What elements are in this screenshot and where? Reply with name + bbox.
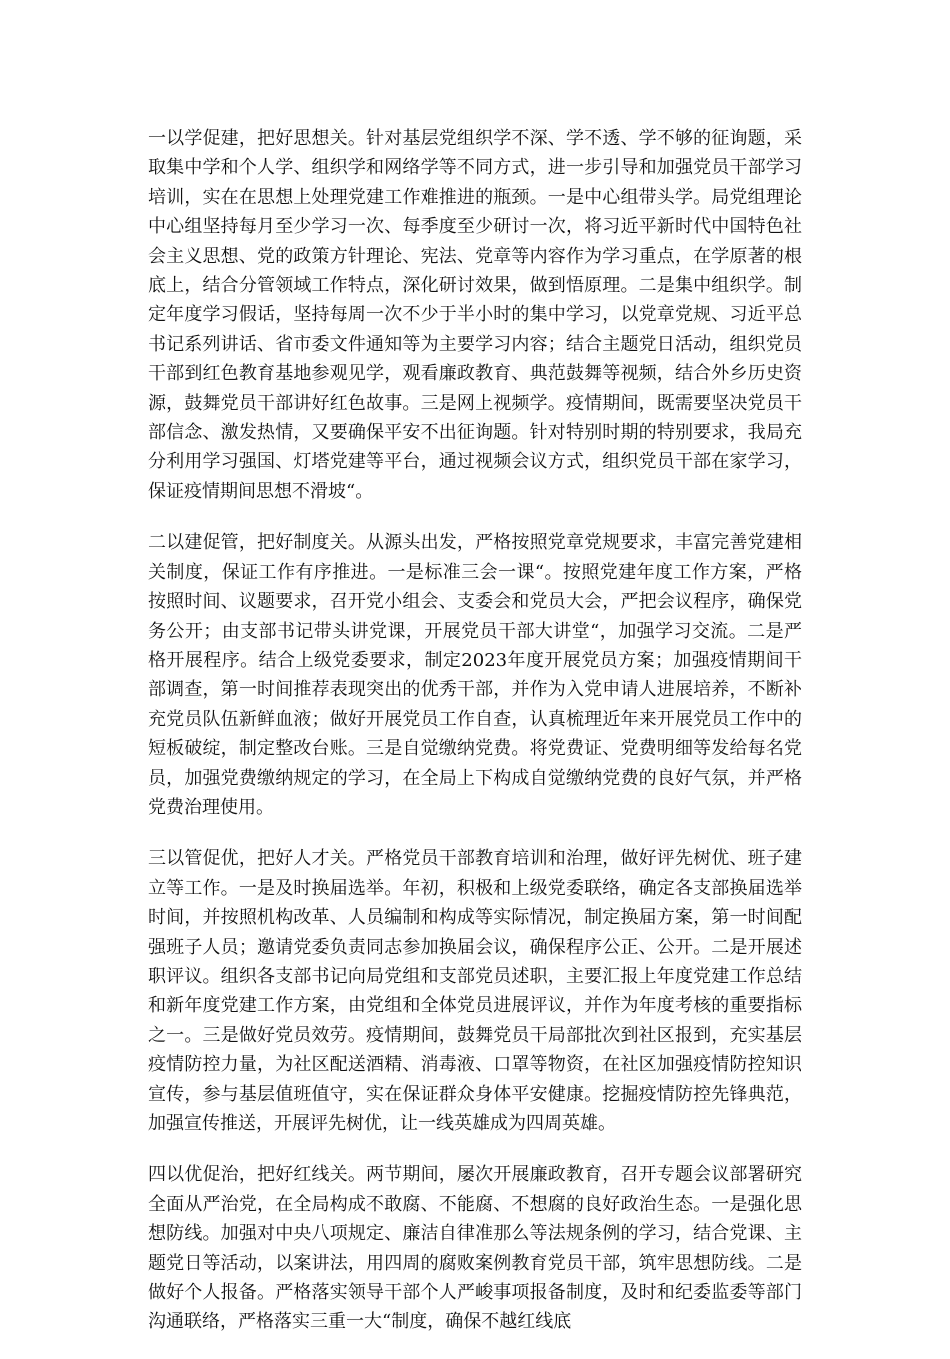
document-body xyxy=(148,124,802,1359)
paragraph-study: 一以学促建，把好思想关。针对基层党组织学不深、学不透、学不够的征询题，采取集中学和个人学、组织学和网络学等不同方式，进一步引导和加强党员干部学习培训，实在在思想上处理党建工作难推进的瓶颈。一是中心组带头学。局党组理论中心组坚持每月至少学习一次、每季度至少研讨一次，将习近平新时代中国特色社会主义思想、党的政策方针理论、宪法、党章等内容作为学习重点，在学原著的根底上，结合分管领域工作特点，深化研讨效果，做到悟原理。二是集中组织学。制定年度学习假话，坚持每周一次不少于半小时的集中学习，以党章党规、习近平总书记系列讲话、省市委文件通知等为主要学习内容；结合主题党日活动，组织党员干部到红色教育基地参观见学，观看廉政教育、典范鼓舞等视频，结合外乡历史资源，鼓舞党员干部讲好红色故事。三是网上视频学。疫情期间，既需要坚决党员干部信念、激发热情，又要确保平安不出征询题。针对特别时期的特别要求，我局充分利用学习强国、灯塔党建等平台，通过视频会议方式，组织党员干部在家学习，保证疫情期间思想不滑坡“。 xyxy=(148,128,802,502)
paragraph-redline: 四以优促治，把好红线关。两节期间，屡次开展廉政教育，召开专题会议部署研究全面从严治党，在全局构成不敢腐、不能腐、不想腐的良好政治生态。一是强化思想防线。加强对中央八项规定、廉洁自律准那么等法规条例的学习，结合党课、主题党日等活动，以案讲法，用四周的腐败案例教育党员干部，筑牢思想防线。二是做好个人报备。严格落实领导干部个人严峻事项报备制度，及时和纪委监委等部门沟通联络，严格落实三重一大“制度，确保不越红线底 xyxy=(148,1164,802,1333)
paragraph-talent: 三以管促优，把好人才关。严格党员干部教育培训和治理，做好评先树优、班子建立等工作。一是及时换届选举。年初，积极和上级党委联络，确定各支部换届选举时间，并按照机构改革、人员编制和构成等实际情况，制定换届方案，第一时间配强班子人员；邀请党委负责同志参加换届会议，确保程序公正、公开。二是开展述职评议。组织各支部书记向局党组和支部党员述职，主要汇报上年度党建工作总结和新年度党建工作方案，由党组和全体党员进展评议，并作为年度考核的重要指标之一。三是做好党员效劳。疫情期间，鼓舞党员干局部批次到社区报到，充实基层疫情防控力量，为社区配送酒精、消毒液、口罩等物资，在社区加强疫情防控知识宣传，参与基层值班值守，实在保证群众身体平安健康。挖掘疫情防控先锋典范，加强宣传推送，开展评先树优，让一线英雄成为四周英雄。 xyxy=(148,848,802,1134)
paragraph-system: 二以建促管，把好制度关。从源头出发，严格按照党章党规要求，丰富完善党建相关制度，保证工作有序推进。一是标准三会一课“。按照党建年度工作方案，严格按照时间、议题要求，召开党小组会、支委会和党员大会，严把会议程序，确保党务公开；由支部书记带头讲党课，开展党员干部大讲堂“，加强学习交流。二是严格开展程序。结合上级党委要求，制定2023年度开展党员方案；加强疫情期间干部调查，第一时间推荐表现突出的优秀干部，并作为入党申请人进展培养，不断补充党员队伍新鲜血液；做好开展党员工作自查，认真梳理近年来开展党员工作中的短板破绽，制定整改台账。三是自觉缴纳党费。将党费证、党费明细等发给每名党员，加强党费缴纳规定的学习，在全局上下构成自觉缴纳党费的良好气氛，并严格党费治理使用。 xyxy=(148,532,802,818)
